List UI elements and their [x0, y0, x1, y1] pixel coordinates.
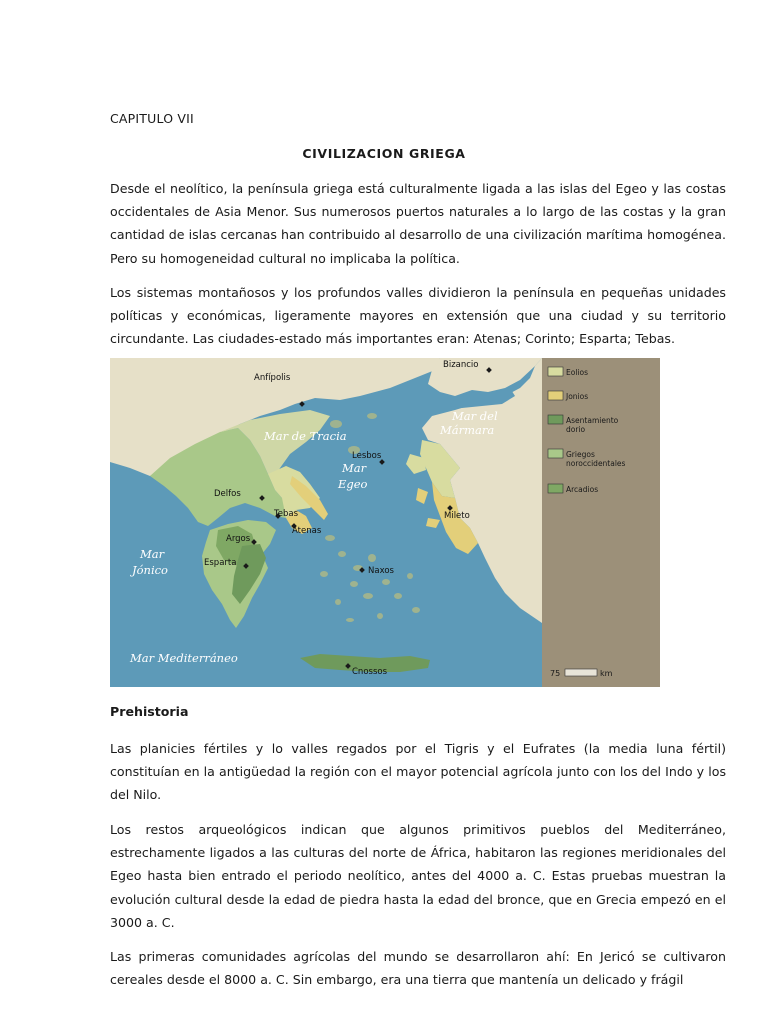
legend-label: Eolios: [566, 368, 588, 377]
city-label-anfipolis: Anfípolis: [254, 373, 291, 383]
chapter-label: CAPITULO VII: [110, 111, 194, 126]
legend-label: dorio: [566, 425, 586, 434]
city-label-mileto: Mileto: [444, 511, 470, 521]
scale-rule: [565, 669, 597, 676]
city-label-delfos: Delfos: [214, 489, 241, 499]
legend-swatch: [548, 391, 563, 400]
sea-label-jonico: Jónico: [132, 563, 168, 577]
legend-panel: [542, 358, 660, 687]
sea-label-marmara: Mármara: [440, 423, 495, 437]
scale-unit: km: [600, 669, 613, 678]
sea-label-mediterraneo: Mar Mediterráneo: [130, 651, 238, 665]
city-label-tebas: Tebas: [274, 509, 299, 519]
section-heading: Prehistoria: [110, 704, 189, 719]
city-label-cnossos: Cnossos: [352, 667, 388, 677]
legend-label: Griegos: [566, 450, 595, 459]
city-label-esparta: Esparta: [204, 558, 237, 568]
sea-label-jonico: Mar: [140, 547, 165, 561]
legend-swatch: [548, 415, 563, 424]
city-label-atenas: Atenas: [292, 526, 322, 536]
sea-label-egeo: Mar: [342, 461, 367, 475]
city-label-bizancio: Bizancio: [443, 360, 479, 370]
legend-swatch: [548, 367, 563, 376]
page-title: CIVILIZACION GRIEGA: [302, 146, 466, 161]
legend-label: noroccidentales: [566, 459, 626, 468]
city-label-lesbos: Lesbos: [352, 451, 382, 461]
greece-map: [110, 358, 660, 687]
legend-swatch: [548, 484, 563, 493]
legend-swatch: [548, 449, 563, 458]
paragraph: Las planicies fértiles y lo valles regados por el Tigris y el Eufrates (la media luna fértil) constituían en la antigüedad la región con el mayor potencial agrícola junto con los del Indo y los del Nilo.: [110, 741, 726, 803]
legend-label: Asentamiento: [566, 416, 619, 425]
paragraph: Los restos arqueológicos indican que algunos primitivos pueblos del Mediterráneo, estrechamente ligados a las culturas del norte de África, habitaron las regiones meridionales del Egeo hasta bien entrado el periodo neolítico, antes del 4000 a. C. Estas pruebas muestran la evolución cultural desde la edad de piedra hasta la edad del bronce, que en Grecia empezó en el 3000 a. C.: [110, 822, 726, 930]
scale-value: 75: [550, 669, 561, 678]
greece-map-figure: [110, 358, 660, 687]
sea-label-egeo: Egeo: [338, 477, 368, 491]
city-label-argos: Argos: [226, 534, 251, 544]
legend-label: Arcadios: [566, 485, 599, 494]
sea-label-tracia: Mar de Tracia: [264, 429, 347, 443]
paragraph: Las primeras comunidades agrícolas del mundo se desarrollaron ahí: En Jericó se cultivaron cereales desde el 8000 a. C. Sin embargo, era una tierra que mantenía un delicado y frágil: [110, 949, 726, 988]
paragraph: Los sistemas montañosos y los profundos valles dividieron la península en pequeñas unidades políticas y económicas, ligeramente mayores en extensión que una ciudad y su territorio circundante. Las ciudades-estado más importantes eran: Atenas; Corinto; Esparta; Tebas.: [110, 285, 726, 347]
sea-label-marmara: Mar del: [452, 409, 498, 423]
legend-label: Jonios: [566, 392, 589, 401]
paragraph: Desde el neolítico, la península griega está culturalmente ligada a las islas del Egeo y las costas occidentales de Asia Menor. Sus numerosos puertos naturales a lo largo de las costas y la gran cantidad de islas cercanas han contribuido al desarrollo de una civilización marítima homogénea. Pero su homogeneidad cultural no implicaba la política.: [110, 181, 726, 266]
city-label-naxos: Naxos: [368, 566, 394, 576]
